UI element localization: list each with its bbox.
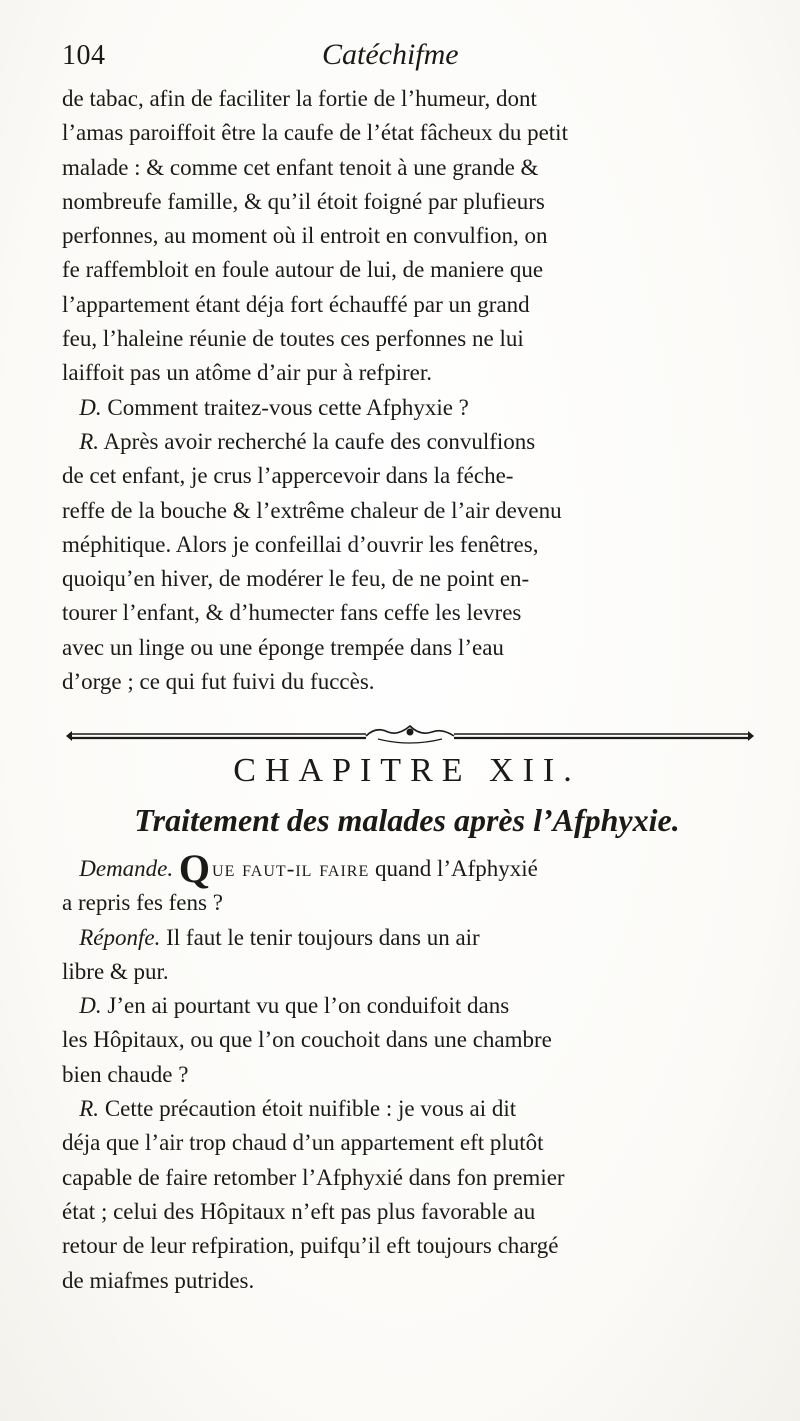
answer-line: avec un linge ou une éponge trempée dans l’eau [62,634,504,660]
passage-text [62,82,752,699]
answer-line [62,1092,752,1126]
question-line [62,391,752,425]
answer-line [62,425,752,459]
running-title: Catéchifme [322,38,459,71]
passage-line: perfonnes, au moment où il entroit en convulfion, on [62,223,548,249]
demande-line [62,846,752,891]
question-line [62,989,752,1023]
answer-text: Après avoir recherché la caufe des convulfions [103,428,536,454]
speaker-label: D. [79,394,102,420]
demande-label: Demande. [79,856,174,881]
reponse-line: libre & pur. [62,958,169,984]
passage-line: nombreufe famille, & qu’il étoit foigné par plufieurs [62,188,545,214]
page-number: 104 [62,40,106,71]
question-text: J’en ai pourtant vu que l’on conduifoit dans [101,993,510,1019]
answer-line: capable de faire retomber l’Afphyxié dans fon premier [62,1164,565,1190]
answer-line: état ; celui des Hôpitaux n’eft pas plus favorable au [62,1198,536,1224]
question-line: les Hôpitaux, ou que l’on couchoit dans une chambre [62,1027,552,1053]
answer-text: Cette précaution étoit nuifible : je vous ai dit [99,1096,517,1122]
ornamental-rule [66,723,754,751]
answer-line: tourer l’enfant, & d’humecter fans ceffe les levres [62,600,522,626]
answer-line: déja que l’air trop chaud d’un appartement eft plutôt [62,1130,544,1156]
reponse-line [62,921,752,955]
demande-smallcaps: ue faut-il faire [212,856,370,881]
section-title: Traitement des malades après l’Afphyxie. [134,802,680,838]
passage-line: de tabac, afin de faciliter la fortie de l’humeur, dont [62,86,537,111]
answer-line: de miafmes putrides. [62,1267,255,1293]
answer-line: reffe de la bouche & l’extrême chaleur de l’air devenu [62,497,562,523]
answer-line: d’orge ; ce qui fut fuivi du fuccès. [62,669,375,695]
answer-line: méphitique. Alors je confeillai d’ouvrir les fenêtres, [62,531,539,557]
question-line: bien chaude ? [62,1061,189,1087]
demande-text: quand l’Afphyxié [369,856,538,881]
question-text: Comment traitez-vous cette Afphyxie ? [107,394,469,420]
passage-line: l’appartement étant déja fort échauffé par un grand [62,291,530,317]
answer-line: quoiqu’en hiver, de modérer le feu, de ne point en- [62,566,530,592]
passage-line: fe raffembloit en foule autour de lui, de maniere que [62,257,544,283]
page-header [62,38,752,82]
drop-cap: Q [178,846,211,891]
passage-line: malade : & comme cet enfant tenoit à une grande & [62,154,539,180]
reponse-text: Il faut le tenir toujours dans un air [160,924,480,950]
speaker-label: R. [79,428,100,454]
passage-line: laiffoit pas un atôme d’air pur à refpirer. [62,360,432,386]
reponse-label: Réponfe. [79,924,161,950]
answer-line: de cet enfant, je crus l’appercevoir dans la féche- [62,463,514,489]
speaker-label: D. [79,993,102,1019]
chapter-title: CHAPITRE XII. [233,752,581,789]
demande-line: a repris fes fens ? [62,890,223,916]
passage-line: l’amas paroiffoit être la caufe de l’état fâcheux du petit [62,120,568,146]
speaker-label: R. [79,1096,100,1122]
dialogue-text [62,846,752,1298]
passage-line: feu, l’haleine réunie de toutes ces perfonnes ne lui [62,326,524,352]
answer-line: retour de leur refpiration, puifqu’il eft toujours chargé [62,1233,559,1259]
